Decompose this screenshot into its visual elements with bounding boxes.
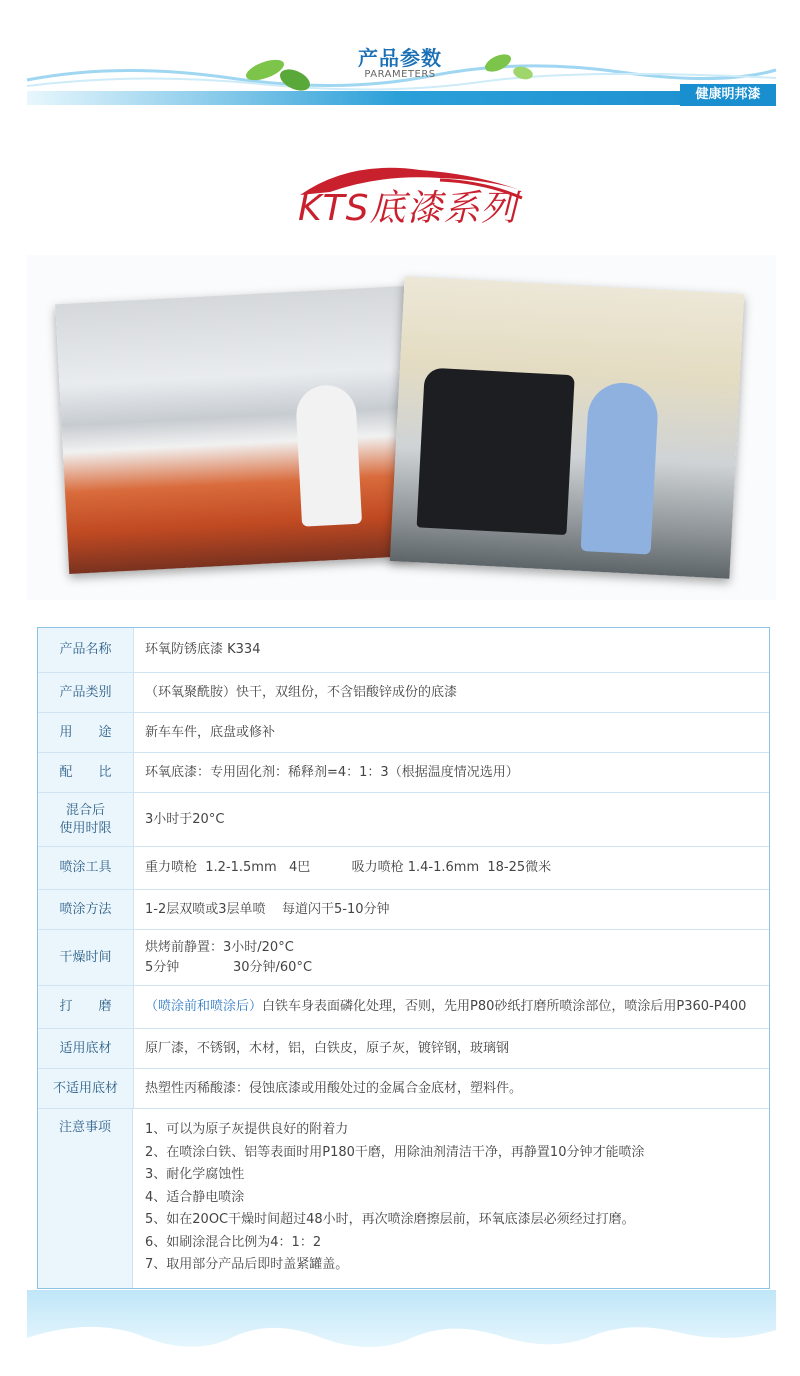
param-row-unsuitable-substrates xyxy=(38,1069,769,1109)
param-label: 注意事项 xyxy=(38,1109,133,1288)
param-value: （环氧聚酰胺）快干，双组份，不含铝酸锌成份的底漆 xyxy=(145,684,458,700)
painter-figure xyxy=(581,381,660,554)
brand-tag: 健康明邦漆 xyxy=(680,84,776,106)
param-value: 环氧底漆：专用固化剂：稀释剂=4：1：3（根据温度情况选用） xyxy=(145,764,519,780)
param-value: 重力喷枪 1.2-1.5mm 4巴 吸力喷枪 1.4-1.6mm 18-25微米 xyxy=(145,860,552,875)
brand-series-name: KTS底漆系列 xyxy=(298,188,518,229)
param-value: 原厂漆，不锈钢，木材，铝，白铁皮，原子灰，镀锌钢，玻璃钢 xyxy=(145,1040,510,1056)
param-row-category xyxy=(38,673,769,713)
note-item: 5、如在20OC干燥时间超过48小时，再次喷涂磨擦层前，环氧底漆层必须经过打磨。 xyxy=(145,1212,635,1227)
param-label: 不适用底材 xyxy=(38,1069,134,1108)
param-label: 混合后 使用时限 xyxy=(38,793,134,846)
param-value: 新车车件，底盘或修补 xyxy=(145,724,276,740)
param-highlight: （喷涂前和喷涂后） xyxy=(145,999,263,1014)
param-row-suitable-substrates xyxy=(38,1029,769,1069)
bottom-wave-decoration xyxy=(27,1290,776,1360)
param-row-sanding xyxy=(38,986,769,1029)
spray-booth-photo xyxy=(55,286,419,574)
note-item: 1、可以为原子灰提供良好的附着力 xyxy=(145,1122,349,1137)
painter-figure xyxy=(295,384,362,527)
param-label: 喷涂工具 xyxy=(38,847,134,889)
section-title: 产品参数 xyxy=(358,46,442,70)
param-row-pot-life xyxy=(38,793,769,847)
param-row-product-name xyxy=(38,628,769,673)
param-row-notes xyxy=(38,1109,769,1288)
application-photos xyxy=(27,255,776,600)
param-value: 环氧防锈底漆 K334 xyxy=(145,642,261,657)
note-item: 4、适合静电喷涂 xyxy=(145,1189,245,1205)
notes-list xyxy=(145,1119,644,1277)
note-item: 2、在喷涂白铁、铝等表面时用P180干磨，用除油剂清洁干净，再静置10分钟才能喷涂 xyxy=(145,1144,645,1160)
param-row-spray-tool xyxy=(38,847,769,890)
note-item: 3、耐化学腐蚀性 xyxy=(145,1167,245,1182)
param-value-line: 5分钟 30分钟/60°C xyxy=(145,959,313,975)
param-label: 产品名称 xyxy=(38,628,134,672)
param-value: 热塑性丙稀酸漆：侵蚀底漆或用酸处过的金属合金底材，塑料件。 xyxy=(145,1080,523,1096)
note-item: 7、取用部分产品后即时盖紧罐盖。 xyxy=(145,1257,349,1272)
section-subtitle: PARAMETERS xyxy=(364,69,436,80)
param-value: 1-2层双喷或3层单喷 每道闪干5-10分钟 xyxy=(145,901,390,917)
param-label: 喷涂方法 xyxy=(38,890,134,929)
car-door-spray-photo xyxy=(390,276,744,578)
param-value: 3小时于20°C xyxy=(145,811,225,827)
param-label: 产品类别 xyxy=(38,673,134,712)
note-item: 6、如刷涂混合比例为4：1：2 xyxy=(145,1234,322,1250)
param-row-usage xyxy=(38,713,769,753)
param-row-dry-time xyxy=(38,930,769,986)
param-row-ratio xyxy=(38,753,769,793)
param-label: 适用底材 xyxy=(38,1029,134,1068)
param-label: 配 比 xyxy=(38,753,134,792)
car-door-shape xyxy=(417,367,575,535)
parameters-table xyxy=(37,627,770,1289)
param-row-spray-method xyxy=(38,890,769,930)
header-bar xyxy=(27,91,776,105)
param-label: 用 途 xyxy=(38,713,134,752)
param-label: 干燥时间 xyxy=(38,930,134,985)
param-label: 打 磨 xyxy=(38,986,134,1028)
param-value-line: 烘烤前静置：3小时/20°C xyxy=(145,939,294,955)
param-value: 白铁车身表面磷化处理，否则，先用P80砂纸打磨所喷涂部位，喷涂后用P360-P400 xyxy=(262,999,747,1014)
parameters-header xyxy=(0,0,800,110)
